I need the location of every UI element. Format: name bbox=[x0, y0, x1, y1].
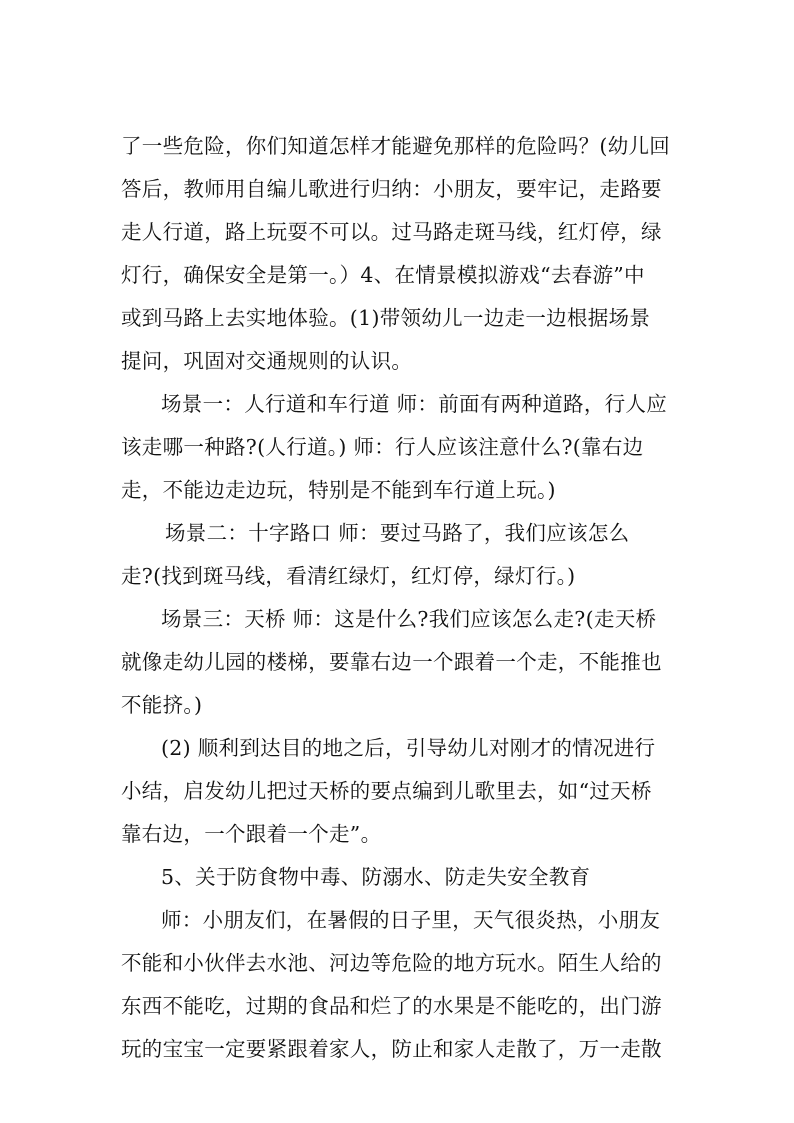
paragraph-teacher-line-4: 玩的宝宝一定要紧跟着家人，防止和家人走散了，万一走散 bbox=[121, 1037, 662, 1061]
paragraph-scene-2-line-2: 走?(找到斑马线，看清红绿灯，红灯停，绿灯行。) bbox=[121, 564, 576, 588]
text-line-2: 答后，教师用自编儿歌进行归纳：小朋友，要牢记，走路要 bbox=[121, 177, 662, 201]
text-line-5: 或到马路上去实地体验。(1)带领幼儿一边走一边根据场景 bbox=[121, 306, 651, 330]
paragraph-summary-line-2: 小结，启发幼儿把过天桥的要点编到儿歌里去，如“过天桥 bbox=[121, 779, 652, 803]
text-line-4: 灯行，确保安全是第一。）4、在情景模拟游戏“去春游”中 bbox=[121, 263, 645, 287]
paragraph-scene-1-line-2: 该走哪一种路?(人行道。) 师：行人应该注意什么?(靠右边 bbox=[121, 435, 644, 459]
paragraph-scene-3-line-1: 场景三：天桥 师：这是什么?我们应该怎么走?(走天桥 bbox=[161, 607, 657, 631]
text-line-6: 提问，巩固对交通规则的认识。 bbox=[121, 349, 413, 373]
paragraph-teacher-line-3: 东西不能吃，过期的食品和烂了的水果是不能吃的，出门游 bbox=[121, 994, 662, 1018]
section-heading-5: 5、关于防食物中毒、防溺水、防走失安全教育 bbox=[161, 865, 591, 889]
paragraph-teacher-line-1: 师：小朋友们，在暑假的日子里，天气很炎热，小朋友 bbox=[161, 908, 661, 932]
paragraph-summary-line-1: (2) 顺利到达目的地之后，引导幼儿对刚才的情况进行 bbox=[161, 736, 656, 760]
paragraph-scene-3-line-2: 就像走幼儿园的楼梯，要靠右边一个跟着一个走，不能推也 bbox=[121, 650, 662, 674]
paragraph-scene-1-line-3: 走，不能边走边玩，特别是不能到车行道上玩。) bbox=[121, 478, 556, 502]
paragraph-scene-3-line-3: 不能挤。) bbox=[121, 693, 203, 717]
paragraph-summary-line-3: 靠右边，一个跟着一个走”。 bbox=[121, 822, 382, 846]
text-line-1: 了一些危险，你们知道怎样才能避免那样的危险吗？(幼儿回 bbox=[121, 134, 671, 158]
paragraph-scene-2-line-1: 场景二：十字路口 师：要过马路了，我们应该怎么 bbox=[165, 521, 630, 545]
text-line-3: 走人行道，路上玩耍不可以。过马路走斑马线，红灯停，绿 bbox=[121, 220, 662, 244]
paragraph-teacher-line-2: 不能和小伙伴去水池、河边等危险的地方玩水。陌生人给的 bbox=[121, 951, 662, 975]
paragraph-scene-1-line-1: 场景一：人行道和车行道 师：前面有两种道路，行人应 bbox=[161, 392, 668, 416]
